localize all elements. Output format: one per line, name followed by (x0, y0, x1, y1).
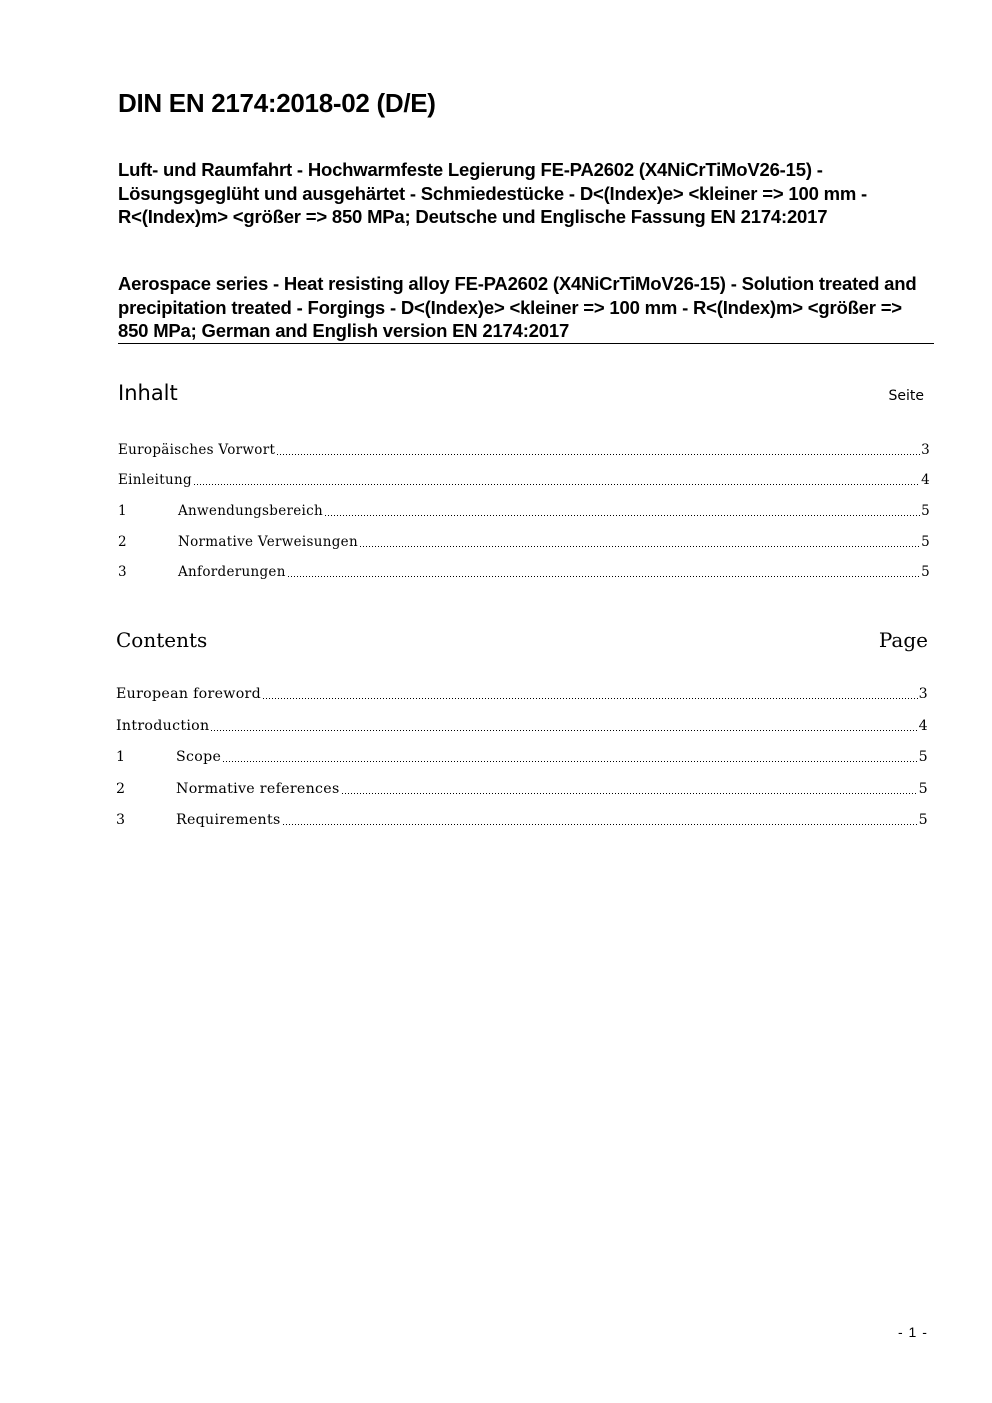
toc-entry-number: 2 (118, 533, 127, 550)
toc-entry-page: 4 (918, 717, 928, 734)
toc-entry-label: Scope (176, 749, 222, 766)
toc-de-page-heading: Seite (888, 388, 924, 404)
toc-entry-label: Europäisches Vorwort (118, 441, 276, 458)
toc-leader-dots (193, 473, 920, 487)
toc-entry-page: 5 (918, 749, 928, 766)
title-divider (118, 343, 934, 344)
toc-entry-label: Anforderungen (178, 564, 286, 581)
toc-entry-page: 5 (921, 564, 930, 581)
title-german: Luft- und Raumfahrt - Hochwarmfeste Legierung FE-PA2602 (X4NiCrTiMoV26-15) - Lösungsgeglüht und ausgehärtet - Schmiedestücke - D<(Index)e> <kleiner => 100 mm - R<(Index)m> <größer => 850 MPa; Deutsche und Englische Fassung EN 2174:2017 (118, 159, 867, 227)
toc-en-entry[interactable] (116, 747, 928, 779)
toc-entry-label: Normative references (176, 780, 340, 797)
toc-entry-number: 3 (118, 564, 127, 581)
toc-en-entry[interactable] (116, 779, 928, 811)
toc-entry-page: 3 (918, 686, 928, 703)
toc-en-entry[interactable] (116, 684, 928, 716)
toc-en (116, 684, 928, 842)
toc-entry-number: 2 (116, 780, 126, 797)
toc-leader-dots (222, 749, 917, 763)
toc-de-entry[interactable] (118, 501, 930, 532)
toc-en-header (116, 628, 928, 652)
toc-leader-dots (341, 781, 918, 795)
toc-entry-number: 1 (118, 502, 127, 519)
toc-en-page-heading: Page (878, 628, 928, 652)
toc-entry-label: Einleitung (118, 472, 192, 489)
toc-entry-page: 3 (921, 441, 930, 458)
toc-entry-page: 5 (918, 812, 928, 829)
toc-leader-dots (359, 534, 920, 548)
toc-leader-dots (262, 686, 918, 700)
toc-entry-label: Normative Verweisungen (178, 533, 358, 550)
toc-entry-page: 5 (918, 780, 928, 797)
toc-leader-dots (276, 442, 920, 456)
toc-entry-page: 5 (921, 502, 930, 519)
toc-entry-label: Anwendungsbereich (178, 502, 324, 519)
toc-de-entry[interactable] (118, 471, 930, 502)
toc-de-entry[interactable] (118, 532, 930, 563)
toc-leader-dots (287, 565, 920, 579)
page-number: - 1 - (898, 1324, 928, 1340)
toc-de-heading: Inhalt (118, 381, 178, 405)
toc-entry-label: Introduction (116, 717, 210, 734)
toc-leader-dots (282, 812, 918, 826)
toc-entry-label: Requirements (176, 812, 281, 829)
toc-de (118, 440, 930, 593)
title-english: Aerospace series - Heat resisting alloy FE-PA2602 (X4NiCrTiMoV26-15) - Solution treated and precipitation treated - Forgings - D<(Index)e> <kleiner => 100 mm - R<(Index)m> <größer => 850 MPa; German and English version EN 2174:2017 (118, 273, 917, 341)
toc-leader-dots (324, 503, 920, 517)
toc-de-entry[interactable] (118, 563, 930, 594)
toc-entry-page: 5 (921, 533, 930, 550)
toc-en-heading: Contents (116, 628, 208, 652)
toc-entry-number: 1 (116, 749, 126, 766)
document-title: DIN EN 2174:2018-02 (D/E) (118, 88, 436, 118)
toc-en-entry[interactable] (116, 810, 928, 842)
toc-en-entry[interactable] (116, 716, 928, 748)
toc-de-entry[interactable] (118, 440, 930, 471)
toc-entry-label: European foreword (116, 686, 262, 703)
toc-leader-dots (210, 718, 917, 732)
toc-entry-number: 3 (116, 812, 126, 829)
toc-de-header (118, 381, 928, 405)
toc-entry-page: 4 (921, 472, 930, 489)
